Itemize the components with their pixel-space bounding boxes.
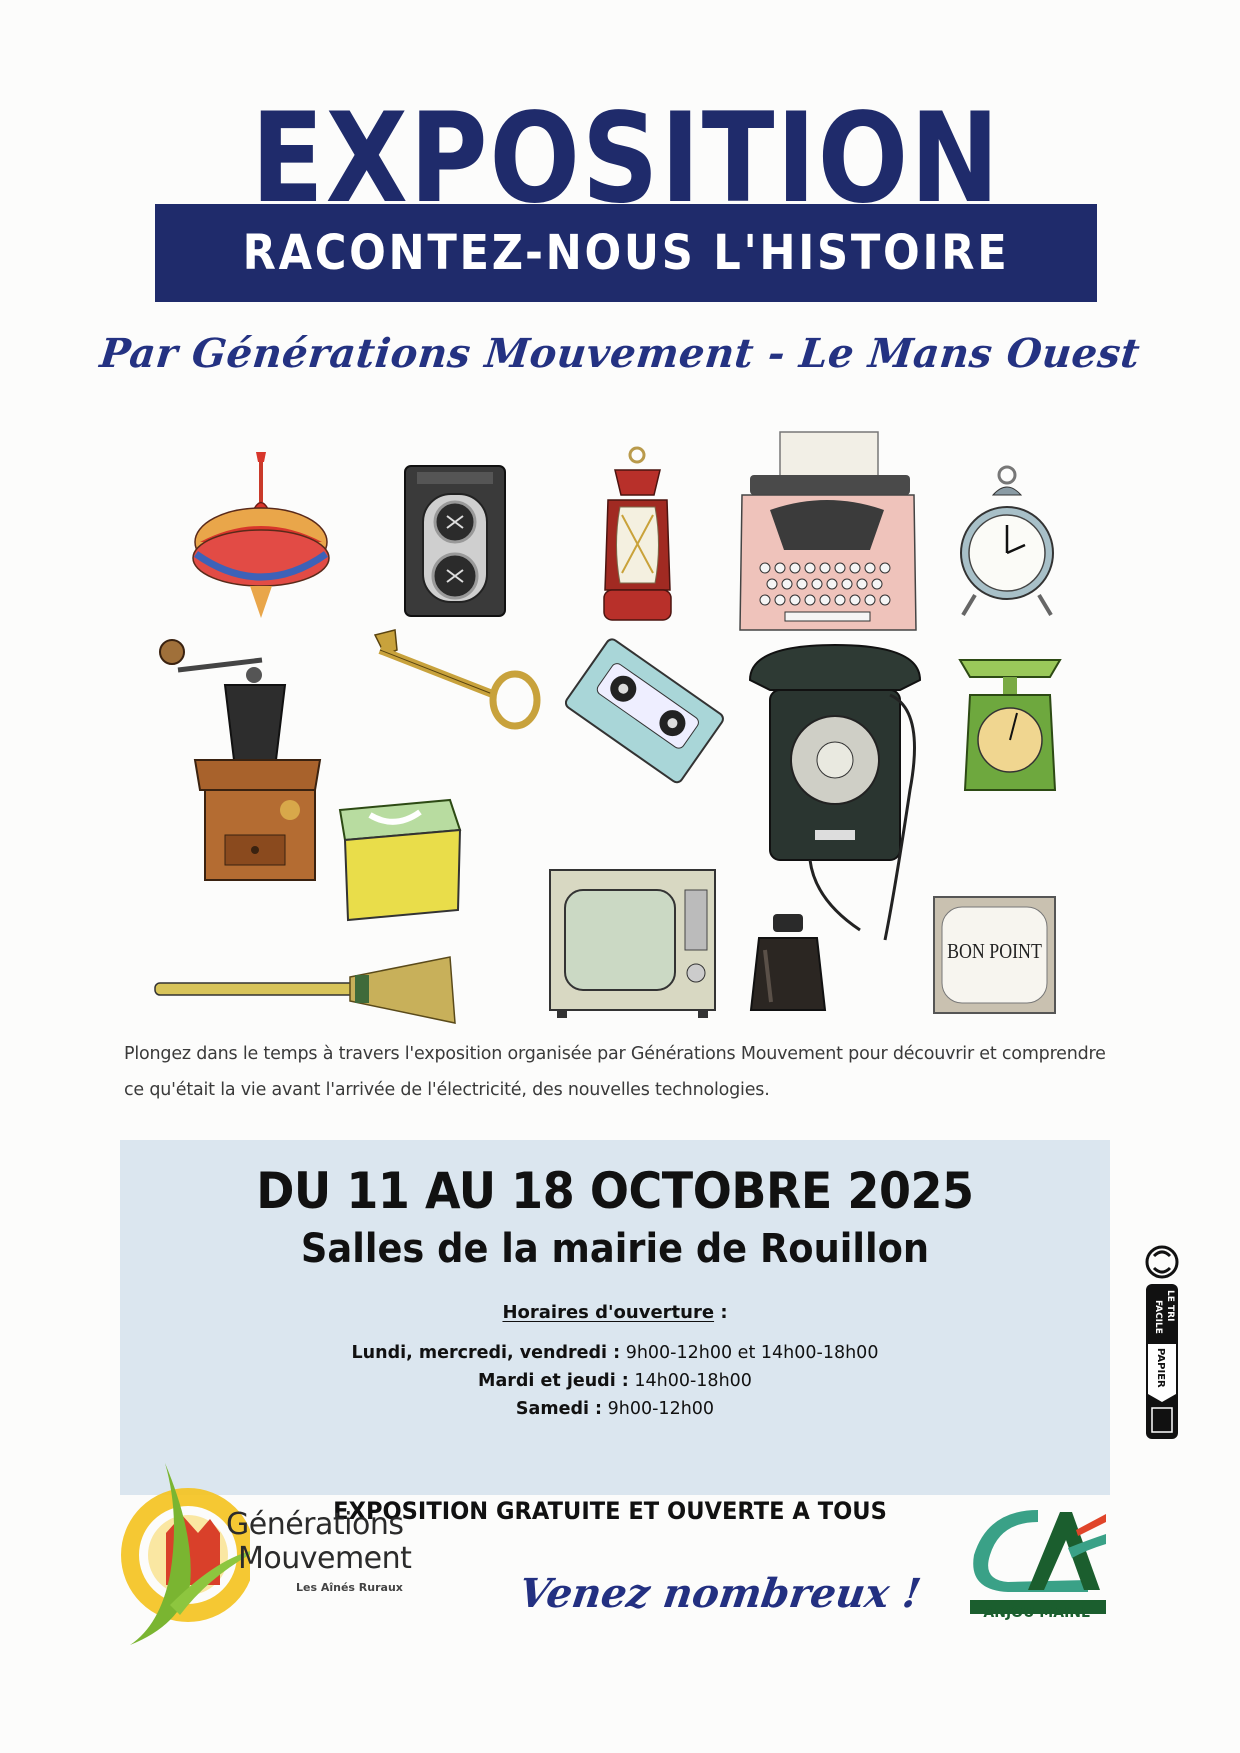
organizer-byline: Par Générations Mouvement - Le Mans Ouest [97, 330, 1143, 377]
page-subtitle: RACONTEZ-NOUS L'HISTOIRE [242, 225, 1010, 281]
page-title: EXPOSITION [251, 100, 1001, 210]
event-venue: Salles de la mairie de Rouillon [300, 1226, 930, 1272]
hours-row [120, 1395, 1110, 1423]
hours-row [120, 1339, 1110, 1367]
ink-bottle-icon [745, 910, 830, 1020]
bon-point-card [932, 895, 1057, 1015]
hours-days: Lundi, mercredi, vendredi : [351, 1343, 621, 1363]
gm-line2: Mouvement [238, 1541, 412, 1576]
title-band [155, 204, 1097, 302]
television-icon [545, 865, 720, 1020]
recycle-badge-icon [1140, 1244, 1184, 1442]
coffee-grinder-icon [150, 630, 340, 890]
event-info-box [120, 1140, 1110, 1495]
spinning-top-icon [190, 450, 330, 625]
illustrations-grid [150, 430, 1100, 1020]
hours-times: 9h00-12h00 et 14h00-18h00 [620, 1343, 879, 1363]
gm-line1: Générations [226, 1507, 404, 1542]
hours-days: Mardi et jeudi : [478, 1371, 629, 1391]
bon-point-label: BON POINT [947, 939, 1042, 963]
recycle-line1: LE TRI [1165, 1290, 1175, 1322]
hours-heading [120, 1302, 1110, 1323]
gm-tagline: Les Aînés Ruraux [296, 1581, 403, 1594]
hours-row [120, 1367, 1110, 1395]
lantern-icon [590, 445, 685, 630]
cassette-icon [565, 635, 725, 785]
tin-box-icon [330, 790, 465, 925]
hours-days: Samedi : [515, 1399, 603, 1419]
title-block [155, 100, 1097, 302]
event-dates: DU 11 AU 18 OCTOBRE 2025 [256, 1162, 974, 1220]
hours-heading-colon: : [714, 1302, 728, 1323]
recycle-line2: FACILE [1153, 1300, 1163, 1334]
hours-times: 14h00-18h00 [628, 1371, 752, 1391]
hours-heading-label: Horaires d'ouverture [502, 1302, 715, 1323]
key-icon [355, 625, 545, 730]
typewriter-icon [730, 430, 925, 640]
intro-paragraph: Plongez dans le temps à travers l'exposition organisée par Générations Mouvement pour découvrir et comprendre ce qu'était la vie avant l'arrivée de l'électricité, des nouvelles technologies. [124, 1044, 1106, 1100]
credit-agricole-label: ANJOU MAINE [983, 1605, 1091, 1621]
gm-emblem-icon [110, 1455, 250, 1655]
telephone-icon [740, 640, 930, 950]
hours-times: 9h00-12h00 [602, 1399, 715, 1419]
credit-agricole-logo-icon [968, 1500, 1106, 1620]
hours-list [120, 1339, 1110, 1423]
kitchen-scale-icon [955, 655, 1065, 805]
recycle-material: PAPIER [1155, 1348, 1166, 1388]
broom-icon [150, 955, 460, 1025]
alarm-clock-icon [955, 465, 1060, 620]
call-to-action: Venez nombreux ! [516, 1570, 924, 1617]
camera-icon [395, 458, 515, 618]
free-entry-banner: EXPOSITION GRATUITE ET OUVERTE A TOUS [333, 1497, 887, 1525]
generations-mouvement-logo [110, 1455, 430, 1655]
